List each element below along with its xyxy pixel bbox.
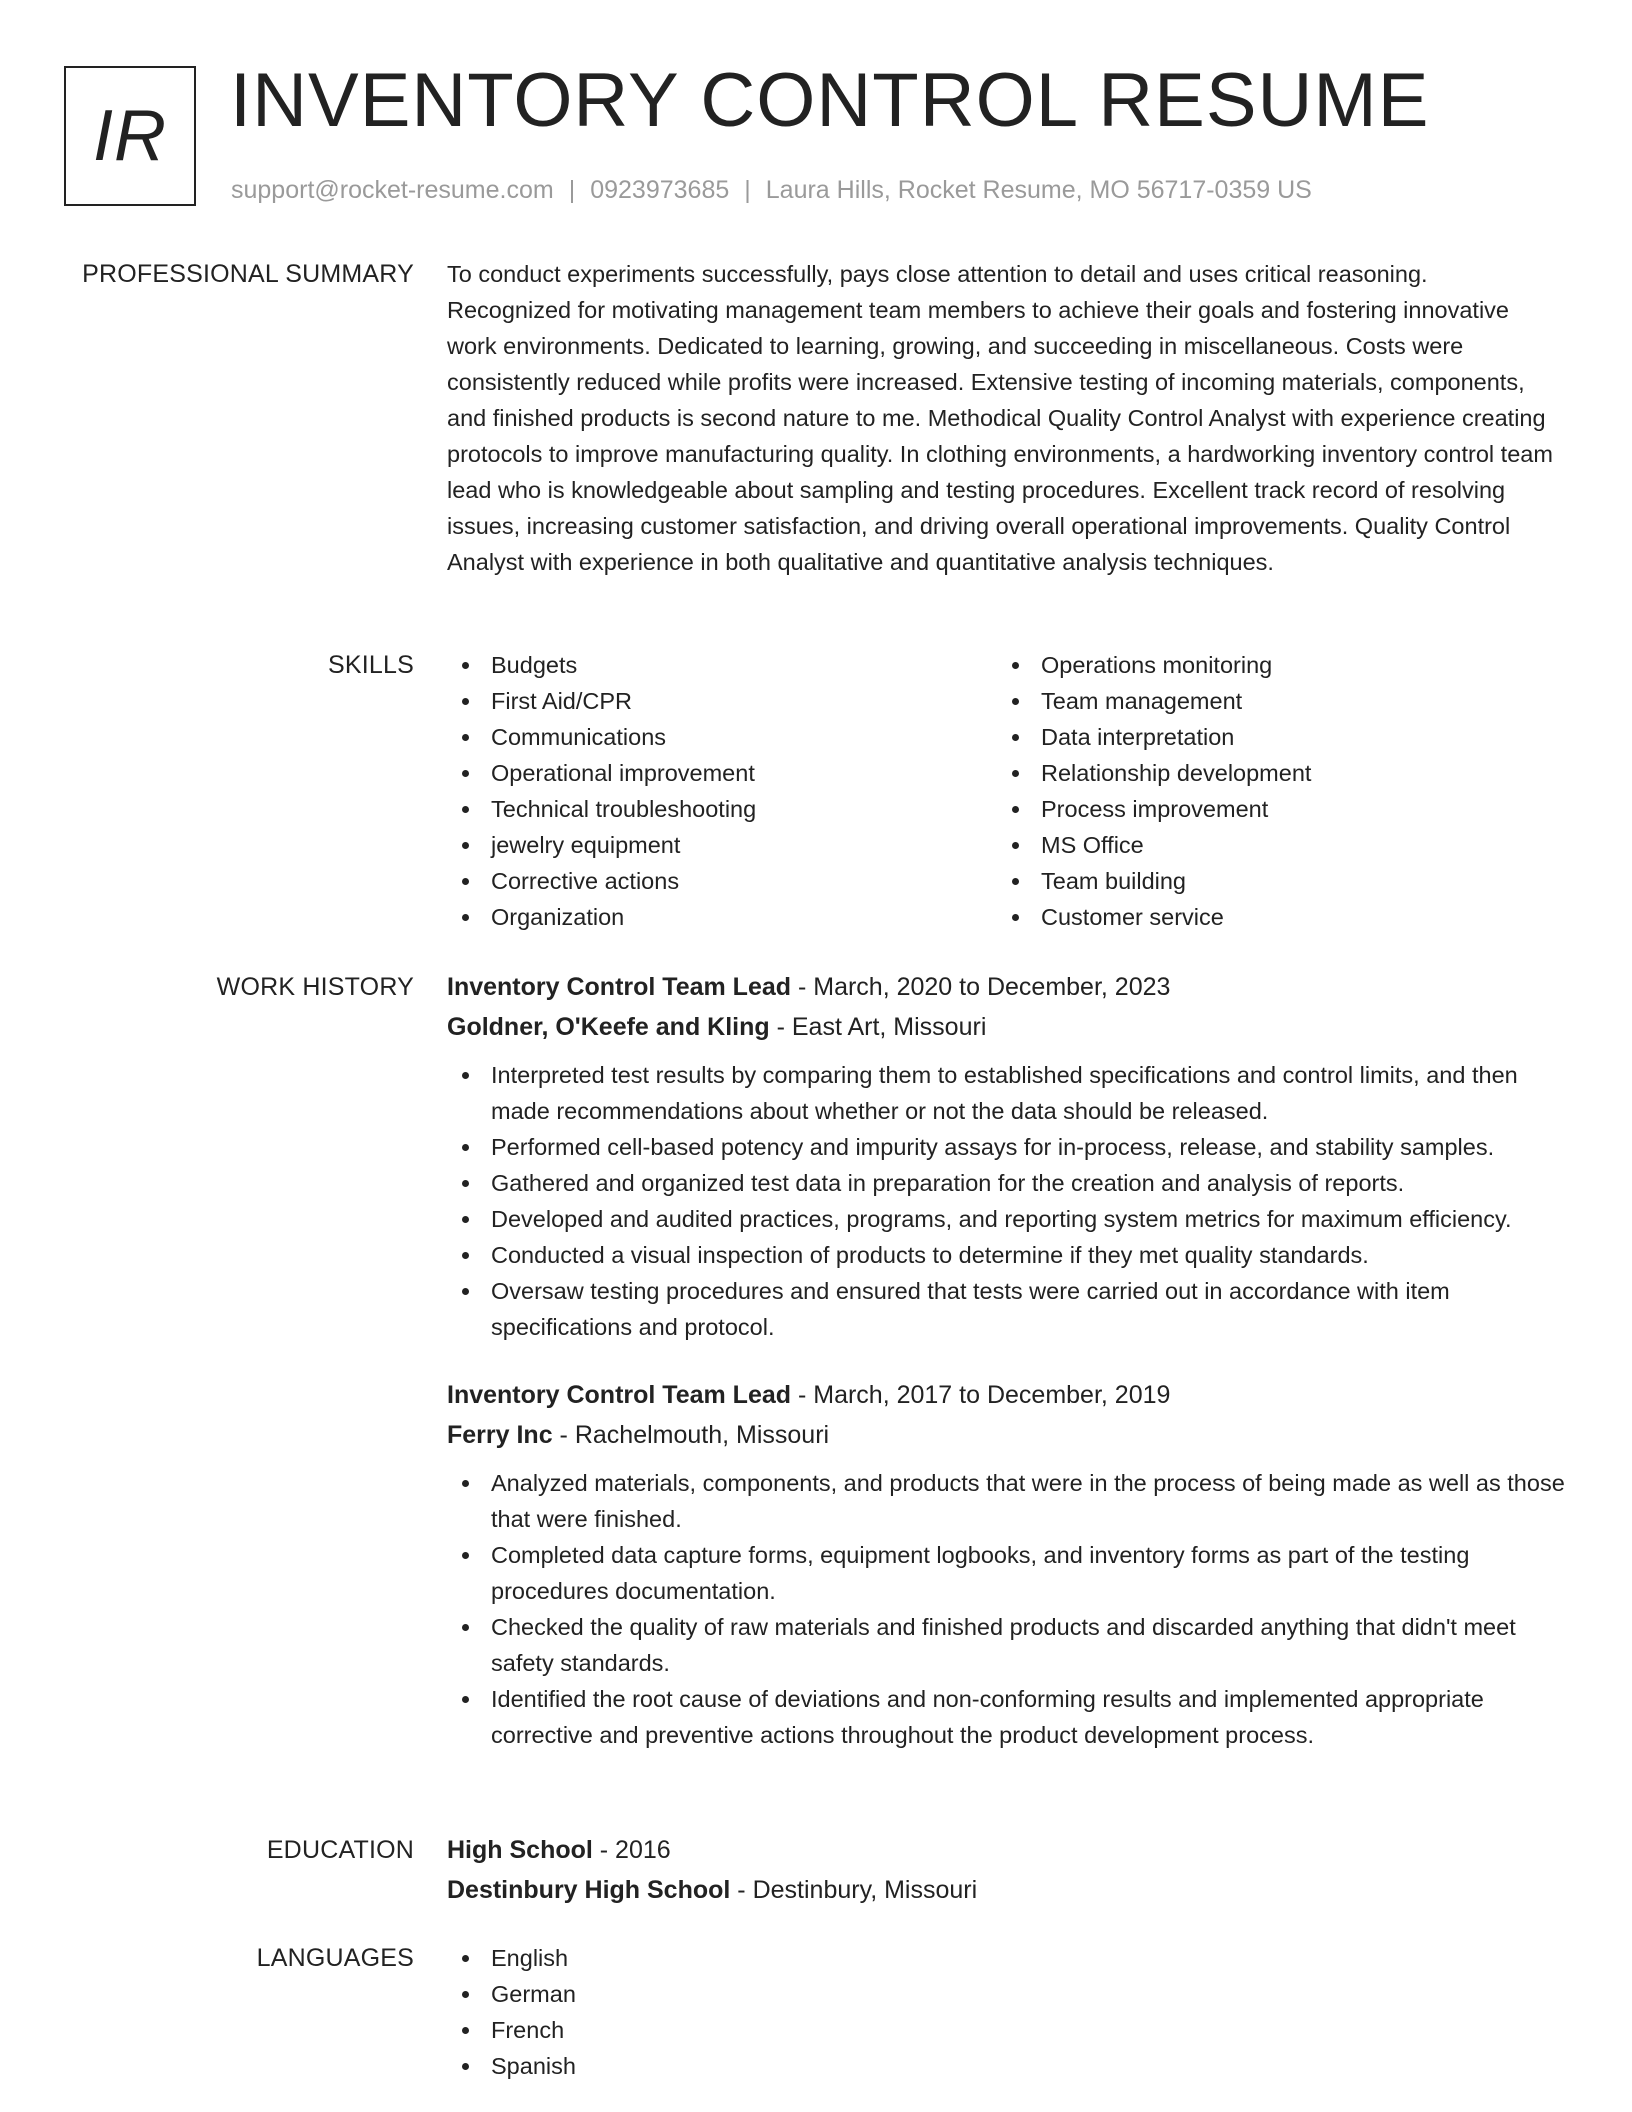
- languages-body: [447, 1940, 1567, 2084]
- skill-item: Budgets: [447, 647, 997, 683]
- skill-item: Organization: [447, 899, 997, 935]
- skill-item: jewelry equipment: [447, 827, 997, 863]
- contact-address: Laura Hills, Rocket Resume, MO 56717-0359 US: [765, 176, 1312, 204]
- summary-text: To conduct experiments successfully, pays close attention to detail and uses critical reasoning. Recognized for motivating management team members to achieve their goals and fostering innovative work environments. Dedicated to learning, growing, and succeeding in miscellaneous. Costs were consistently reduced while profits were increased. Extensive testing of incoming materials, components, and finished products is second nature to me. Methodical Quality Control Analyst with experience creating protocols to improve manufacturing quality. In clothing environments, a hardworking inventory control team lead who is knowledgeable about sampling and testing procedures. Excellent track record of resolving issues, increasing customer satisfaction, and driving overall operational improvements. Quality Control Analyst with experience in both qualitative and quantitative analysis techniques.: [447, 261, 1553, 575]
- contact-phone[interactable]: 0923973685: [590, 176, 730, 204]
- contact-line: [231, 174, 1312, 206]
- job-title: Inventory Control Team Lead: [447, 973, 792, 1001]
- skill-item: Team management: [997, 683, 1547, 719]
- education-school-line: [447, 1870, 1567, 1910]
- job-bullet-list: [447, 1057, 1567, 1345]
- language-item: English: [447, 1940, 1567, 1976]
- job-bullet: Developed and audited practices, programs, and reporting system metrics for maximum efficiency.: [447, 1201, 1567, 1237]
- education-degree-line: [447, 1830, 1567, 1870]
- education-year: - 2016: [592, 1836, 671, 1864]
- skill-item: Relationship development: [997, 755, 1547, 791]
- job-title-line: [447, 1375, 1567, 1415]
- job-bullet: Oversaw testing procedures and ensured that tests were carried out in accordance with item specifications and protocol.: [447, 1273, 1567, 1345]
- skills-heading: SKILLS: [328, 651, 414, 679]
- job-title-line: [447, 967, 1567, 1007]
- job-dates: - March, 2017 to December, 2019: [791, 1381, 1171, 1409]
- contact-separator: |: [744, 176, 751, 204]
- summary-heading: PROFESSIONAL SUMMARY: [82, 260, 414, 288]
- job-bullet: Conducted a visual inspection of products to determine if they met quality standards.: [447, 1237, 1567, 1273]
- contact-separator: |: [568, 176, 576, 204]
- summary-body: [447, 256, 1557, 580]
- skill-item: Customer service: [997, 899, 1547, 935]
- work-history-body: [447, 967, 1567, 1753]
- job-entry: [447, 967, 1567, 1345]
- contact-email[interactable]: support@rocket-resume.com: [231, 176, 554, 204]
- job-company-line: [447, 1007, 1567, 1047]
- skill-item: Data interpretation: [997, 719, 1547, 755]
- job-location: - East Art, Missouri: [769, 1013, 987, 1041]
- skill-item: Corrective actions: [447, 863, 997, 899]
- resume-title: INVENTORY CONTROL RESUME: [230, 58, 1430, 143]
- education-heading: EDUCATION: [266, 1836, 414, 1864]
- skills-column-right: [997, 647, 1547, 935]
- monogram-box: [64, 66, 196, 206]
- skill-item: Operational improvement: [447, 755, 997, 791]
- job-entry: [447, 1375, 1567, 1753]
- job-location: - Rachelmouth, Missouri: [552, 1421, 830, 1449]
- language-item: German: [447, 1976, 1567, 2012]
- job-dates: - March, 2020 to December, 2023: [791, 973, 1171, 1001]
- skill-item: MS Office: [997, 827, 1547, 863]
- job-bullet: Identified the root cause of deviations and non-conforming results and implemented appropriate corrective and preventive actions throughout the product development process.: [447, 1681, 1567, 1753]
- skill-item: Team building: [997, 863, 1547, 899]
- skills-body: [447, 647, 1567, 935]
- education-school: Destinbury High School: [447, 1876, 731, 1904]
- job-bullet: Analyzed materials, components, and products that were in the process of being made as well as those that were finished.: [447, 1465, 1567, 1537]
- education-body: [447, 1830, 1567, 1920]
- job-company: Ferry Inc: [447, 1421, 553, 1449]
- monogram-text: IR: [93, 96, 167, 176]
- skills-column-left: [447, 647, 997, 935]
- job-bullet: Gathered and organized test data in preparation for the creation and analysis of reports.: [447, 1165, 1567, 1201]
- skill-item: Process improvement: [997, 791, 1547, 827]
- skill-item: Operations monitoring: [997, 647, 1547, 683]
- job-company-line: [447, 1415, 1567, 1455]
- job-bullet: Completed data capture forms, equipment logbooks, and inventory forms as part of the testing procedures documentation.: [447, 1537, 1567, 1609]
- skill-item: Technical troubleshooting: [447, 791, 997, 827]
- job-bullet-list: [447, 1465, 1567, 1753]
- education-location: - Destinbury, Missouri: [730, 1876, 978, 1904]
- job-title: Inventory Control Team Lead: [447, 1381, 792, 1409]
- language-item: French: [447, 2012, 1567, 2048]
- job-bullet: Interpreted test results by comparing them to established specifications and control limits, and then made recommendations about whether or not the data should be released.: [447, 1057, 1567, 1129]
- job-company: Goldner, O'Keefe and Kling: [447, 1013, 770, 1041]
- skill-item: Communications: [447, 719, 997, 755]
- skill-item: First Aid/CPR: [447, 683, 997, 719]
- languages-heading: LANGUAGES: [256, 1944, 414, 1972]
- work-history-heading: WORK HISTORY: [216, 973, 414, 1001]
- job-bullet: Performed cell-based potency and impurity assays for in-process, release, and stability samples.: [447, 1129, 1567, 1165]
- education-degree: High School: [447, 1836, 593, 1864]
- language-item: Spanish: [447, 2048, 1567, 2084]
- job-bullet: Checked the quality of raw materials and finished products and discarded anything that didn't meet safety standards.: [447, 1609, 1567, 1681]
